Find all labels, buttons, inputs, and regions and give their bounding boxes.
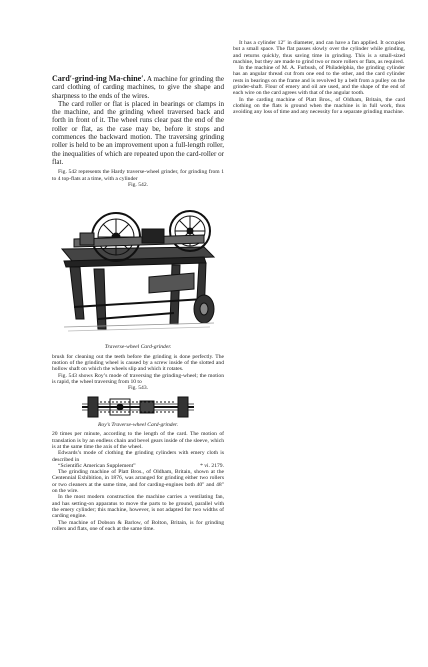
entry-intro xyxy=(52,75,224,100)
right-paragraph-1: It has a cylinder 12″ in diameter, and can have a fan applied. It occupies but a small space. The flat passes slowly over the cylinder while grinding, and returns quickly, thus saving time in grinding. This is a small-sized machine, but they are made to grind two or more rollers or flats, as required. xyxy=(233,40,405,65)
fig-542-label: Fig. 542. xyxy=(127,181,149,188)
entry-headword: Card′-grind-ing Ma-chine′. xyxy=(52,74,146,83)
fig-543-illustration xyxy=(78,392,198,422)
left-paragraph-7: Edwards’s mode of clothing the grinding cylinders with emery cloth is described in xyxy=(52,450,224,463)
fig-542-caption: Traverse-wheel Card-grinder. xyxy=(104,343,172,350)
left-paragraph-2: The card roller or flat is placed in bearings or clamps in the machine, and the grinding wheel traversed back and forth in front of it. The wheel runs clear past the end of the roller or flat, as the case may be, before it stops and commences the backward motion. The traversing grinding roller is held to be an improvement upon a full-length roller, the inequalities of which are repeated upon the card-roller or flat. xyxy=(52,99,224,166)
citation-source: “Scientific American Supplement” xyxy=(58,462,136,469)
citation-reference: * vi. 2179. xyxy=(200,462,224,469)
right-paragraph-3: In the carding machine of Platt Bros., of Oldham, Britain, the card clothing on the flats is ground when the machine is in full work, thus avoiding any loss of time and any necessity for a separate grinding machine. xyxy=(233,96,405,116)
left-paragraph-8: The grinding machine of Platt Bros., of Oldham, Britain, shown at the Centennial Exhibition, in 1876, was arranged for grinding either two rollers or two cleaners at the same time, and for carding-engines both 40″ and 48″ on the wire. xyxy=(52,469,224,495)
right-paragraph-2: In the machine of M. A. Furbush, of Philadelphia, the grinding cylinder has an angular thread cut from one end to the other, and the card cylinder rests in bearings on the frame and is revolved by a belt from a pulley on the grinder-shaft. Flour of emery and oil are used, and the shape of the end of each wire on the card agrees with that of the angular tooth. xyxy=(233,65,405,97)
left-paragraph-6: 20 times per minute, according to the length of the card. The motion of translation is by an endless chain and bevel gears inside of the sleeve, which is at the same time the axis of the wheel. xyxy=(52,431,224,450)
left-paragraph-3: Fig. 542 represents the Hardy traverse-wheel grinder, for grinding from 1 to 4 top-flats at a time, with a cylinder xyxy=(52,169,224,182)
left-paragraph-4: brush for cleaning out the teeth before the grinding is done perfectly. The motion of the grinding wheel is caused by a screw inside of the slotted and hollow shaft on which the wheels slip and which it rotates. xyxy=(52,353,224,373)
fig-543-caption: Roy’s Traverse-wheel Card-grinder. xyxy=(97,422,178,429)
right-column xyxy=(233,0,405,116)
left-column xyxy=(52,0,224,532)
left-paragraph-10: The machine of Dobson & Barlow, of Bolton, Britain, is for grinding rollers and flats, one of each at the same time. xyxy=(52,519,224,532)
left-paragraph-5: Fig. 543 shows Roy’s mode of traversing the grinding-wheel; the motion is rapid, the wheel traversing from 10 to xyxy=(52,372,224,386)
left-paragraph-9: In the most modern construction the machine carries a ventilating fan, and has setting-on apparatus to move the parts to be ground, parallel with the emery cylinder; this machine, however, is not adapted for two widths of carding engine. xyxy=(52,494,224,520)
entry-definition: A machine for grinding the card clothing of carding machines, to give the shape and sharpness to the ends of the wires. xyxy=(52,75,224,100)
fig-543-label: Fig. 543. xyxy=(127,385,149,392)
fig-542-illustration xyxy=(54,189,222,344)
